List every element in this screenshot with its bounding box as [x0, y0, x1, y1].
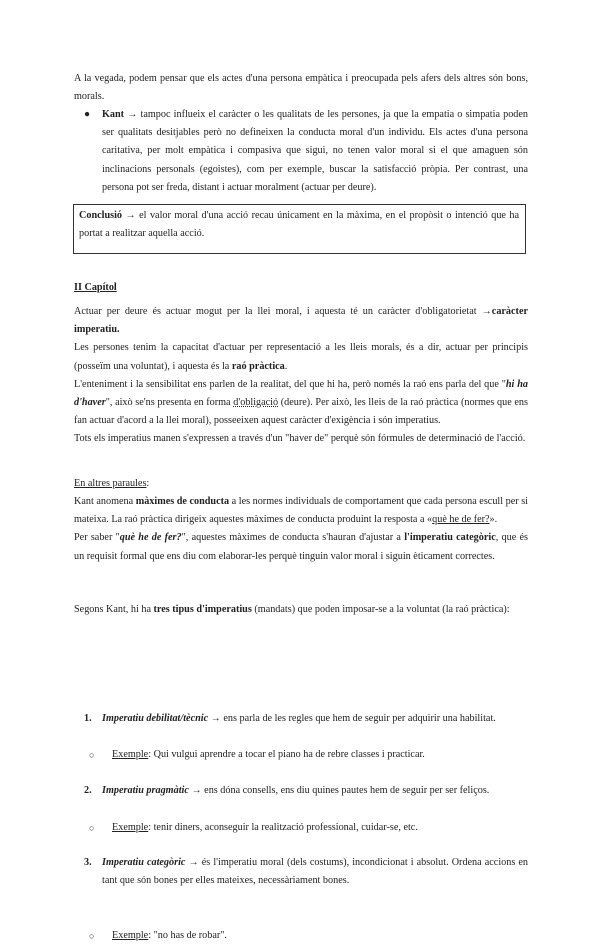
chapter-title: II Capítol	[74, 282, 117, 293]
list-item: 2. Imperatiu pragmàtic → ens dóna consells, ens diu quines pautes hem de seguir per ser feliços.	[84, 785, 490, 797]
arrow-icon: →	[125, 210, 136, 221]
conclusion-box	[73, 204, 526, 254]
conclusion-text: Conclusió → el valor moral d'una acció recau únicament en la màxima, en el propòsit o intenció que ha portat a realitzar aquella acció.	[79, 210, 520, 240]
paragraph-understanding: L'enteniment i la sensibilitat ens parlen de la realitat, del que hi ha, però només la raó ens parla del que "hi ha d'haver", això se'ns presenta en forma d'obligació (deure). Per això, les lleis de la raó pràctica (normes que ens fan actuar d'acord a la llei moral), posseeixen aquest caràcter d'exigència i són imperatius.	[74, 378, 528, 427]
question-link[interactable]: què he de fer?	[432, 514, 490, 526]
paragraph-imperatives: Tots els imperatius manen s'expressen a través d'un "haver de" perquè són fórmules de determinació de l'acció.	[74, 433, 526, 445]
kant-bullet-text: Kant → tampoc influeix el caràcter o les qualitats de les persones, ja que la empatia o simpatia poden ser qualitats desitjables però no defineixen la conducta moral d'un individu. Els actes d'una persona caritativa, per molt empàtica i compasiva que sigui, no tenen valor moral si el que amaguen són inclinacions personals (egoistes), com per exemple, buscar la satisfacció pròpia. Per contrast, una persona pot ser freda, distant i actuar moralment (actuar per deure).	[102, 109, 529, 193]
arrow-icon: →	[481, 306, 492, 317]
list-item: 1. Imperatiu debilitat/tècnic → ens parla de les regles que hem de seguir per adquirir una habilitat.	[84, 713, 496, 725]
arrow-icon: →	[188, 856, 199, 868]
conclusion-label: Conclusió	[79, 210, 123, 221]
example-item: ○ Exemple: "no has de robar".	[74, 927, 528, 945]
circle-bullet-icon: ○	[89, 822, 95, 833]
paragraph-practical-reason: Les persones tenim la capacitat d'actuar per representació a les lleis morals, és a dir, actuar per principis (posseïm una voluntat), i aquesta és la raó pràctica.	[74, 342, 528, 372]
arrow-icon: →	[210, 713, 221, 725]
intro-paragraph	[74, 70, 528, 106]
example-item: ○ Exemple: tenir diners, aconseguir la realització professional, cuidar-se, etc.	[74, 819, 528, 837]
types-intro: Segons Kant, hi ha tres tipus d'imperatius (mandats) que poden imposar-se a la voluntat (la raó pràctica):	[74, 604, 510, 615]
list-item: 3. Imperatiu categòric → és l'imperatiu moral (dels costums), incondicionat i absolut. Ordena accions en tant que són bones per elles mateixes, necessàriament bones.	[84, 856, 528, 887]
circle-bullet-icon: ○	[89, 750, 95, 761]
circle-bullet-icon: ○	[89, 931, 95, 942]
kant-label: Kant	[102, 109, 125, 120]
arrow-icon: →	[127, 109, 138, 120]
maxims-section	[74, 493, 528, 566]
chapter-body	[74, 303, 528, 449]
paragraph-duty: Actuar per deure és actuar mogut per la llei moral, i aquesta té un caràcter d'obligatorietat →caràcter imperatiu.	[74, 306, 528, 336]
imperative-name: Imperatiu pragmàtic	[102, 785, 189, 797]
paragraph-maxims: Kant anomena màximes de conducta a les normes individuals de comportament que cada persona escull per si mateixa. La raó pràctica dirigeix aquestes màximes de conducta produint la resposta a «què he de fer?».	[74, 496, 528, 526]
paragraph-categorical: Per saber "què he de fer?", aquestes màximes de conducta s'hauran d'ajustar a l'imperatiu categòric, que és un requisit formal que ens diu com elaborar-les perquè tinguin valor moral i siguin èticament correctes.	[74, 532, 528, 562]
bullet-dot-icon: ●	[84, 109, 91, 120]
intro-text: A la vegada, podem pensar que els actes d'una persona empàtica i preocupada pels afers dels altres són bons, morals.	[74, 73, 528, 103]
example-item: ○ Exemple: Qui vulgui aprendre a tocar el piano ha de rebre classes i practicar.	[74, 746, 528, 764]
arrow-icon: →	[191, 785, 202, 797]
kant-bullet	[74, 106, 528, 197]
imperative-name: Imperatiu debilitat/tècnic	[102, 713, 209, 725]
other-words-heading: En altres paraules:	[74, 478, 150, 489]
imperative-name: Imperatiu categòric	[102, 856, 186, 868]
